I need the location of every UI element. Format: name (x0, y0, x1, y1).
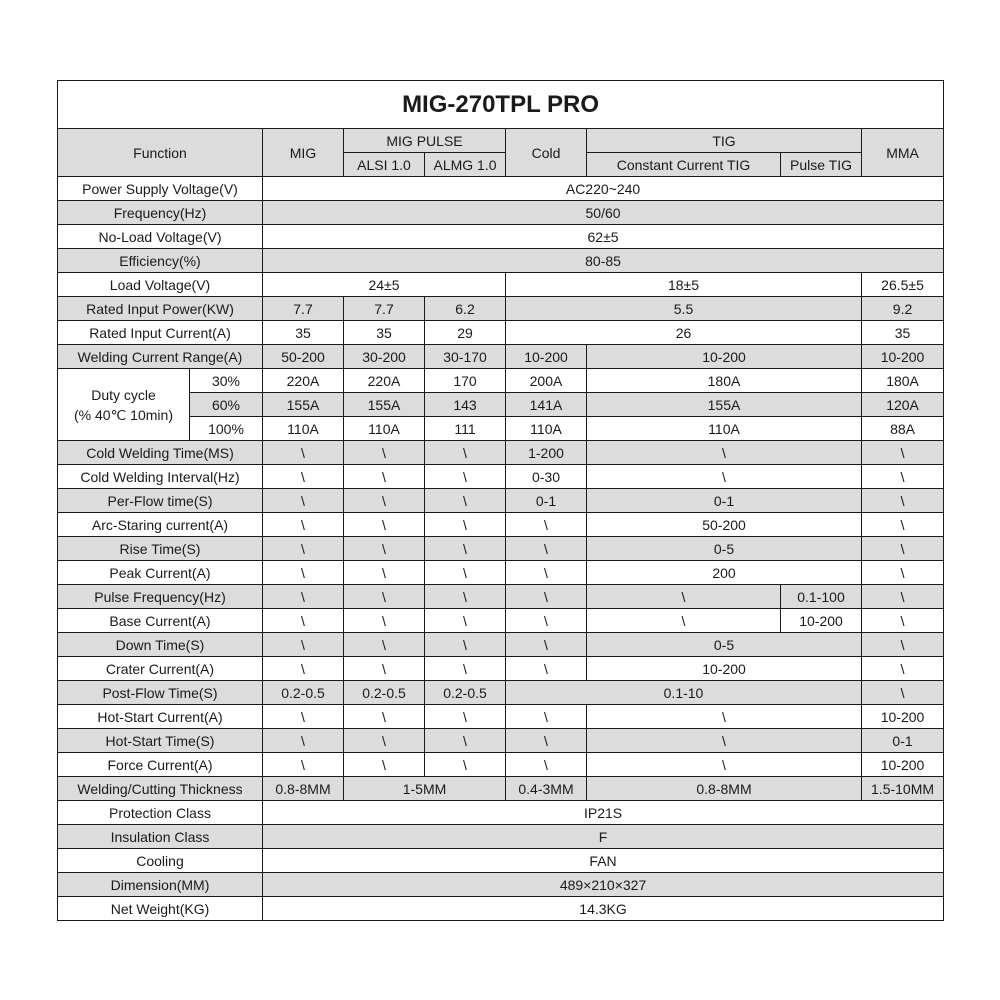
cell-tig: 0.8-8MM (587, 777, 862, 801)
cell-mma: 9.2 (862, 297, 944, 321)
row-rise-time (58, 537, 944, 561)
cell-mma: 0-1 (862, 729, 944, 753)
row-label: No-Load Voltage(V) (58, 225, 263, 249)
row-label: Cold Welding Time(MS) (58, 441, 263, 465)
cell-mma: \ (862, 561, 944, 585)
row-label: Rise Time(S) (58, 537, 263, 561)
cell-tig: 50-200 (587, 513, 862, 537)
row-peak-current (58, 561, 944, 585)
cell-alsi: 7.7 (344, 297, 425, 321)
cell-alsi: 220A (344, 369, 425, 393)
cell-mma: 1.5-10MM (862, 777, 944, 801)
cell-tig: 0-5 (587, 537, 862, 561)
row-label: Cooling (58, 849, 263, 873)
cell-mig: \ (263, 633, 344, 657)
cell-alsi: 155A (344, 393, 425, 417)
page-title: MIG-270TPL PRO (58, 81, 944, 129)
cell-tig: 110A (587, 417, 862, 441)
row-arc-starting-current (58, 513, 944, 537)
cell-mig: 155A (263, 393, 344, 417)
cell-mig-group: 24±5 (263, 273, 506, 297)
cell-almg: \ (425, 441, 506, 465)
cell-mig: \ (263, 657, 344, 681)
cell-cold: \ (506, 657, 587, 681)
cell-mig: \ (263, 441, 344, 465)
cell-almg: \ (425, 513, 506, 537)
cell-mma: 10-200 (862, 753, 944, 777)
cell-mma: 120A (862, 393, 944, 417)
cell-tig-group: 18±5 (506, 273, 862, 297)
row-force-current (58, 753, 944, 777)
duty-cycle-label (58, 369, 190, 441)
row-label: Welding/Cutting Thickness (58, 777, 263, 801)
header-tig: TIG (587, 129, 862, 153)
cell-mma: \ (862, 489, 944, 513)
cell-mig: 0.2-0.5 (263, 681, 344, 705)
cell-alsi: \ (344, 753, 425, 777)
header-row-1 (58, 129, 944, 153)
cell-tig-group: 0.1-10 (506, 681, 862, 705)
header-alsi: ALSI 1.0 (344, 153, 425, 177)
cell-tig-group: 26 (506, 321, 862, 345)
cell-tig: 155A (587, 393, 862, 417)
row-pre-flow-time (58, 489, 944, 513)
cell-mig: 50-200 (263, 345, 344, 369)
header-mig: MIG (263, 129, 344, 177)
cell-mma: \ (862, 657, 944, 681)
row-load-voltage (58, 273, 944, 297)
row-hot-start-current (58, 705, 944, 729)
row-label: Dimension(MM) (58, 873, 263, 897)
row-crater-current (58, 657, 944, 681)
header-cold: Cold (506, 129, 587, 177)
row-rated-input-power (58, 297, 944, 321)
row-label: Hot-Start Current(A) (58, 705, 263, 729)
cell-mma: \ (862, 537, 944, 561)
header-almg: ALMG 1.0 (425, 153, 506, 177)
row-label: Welding Current Range(A) (58, 345, 263, 369)
cell-almg: \ (425, 729, 506, 753)
cell-cold: 0.4-3MM (506, 777, 587, 801)
row-welding-current-range (58, 345, 944, 369)
spec-table (57, 80, 944, 921)
cell-cold: \ (506, 705, 587, 729)
cell-almg: \ (425, 657, 506, 681)
row-rated-input-current (58, 321, 944, 345)
cell-mig: \ (263, 465, 344, 489)
row-label: Rated Input Power(KW) (58, 297, 263, 321)
row-label: Hot-Start Time(S) (58, 729, 263, 753)
cell-mig: \ (263, 585, 344, 609)
cell-tig-group: 5.5 (506, 297, 862, 321)
cell-mig: \ (263, 753, 344, 777)
cell-mma: \ (862, 633, 944, 657)
row-value: FAN (263, 849, 944, 873)
cell-alsi: 110A (344, 417, 425, 441)
cell-cold: 0-1 (506, 489, 587, 513)
row-label: Pulse Frequency(Hz) (58, 585, 263, 609)
row-cold-welding-interval (58, 465, 944, 489)
cell-almg: \ (425, 633, 506, 657)
row-protection-class (58, 801, 944, 825)
header-mma: MMA (862, 129, 944, 177)
cell-mma: 180A (862, 369, 944, 393)
row-label: Power Supply Voltage(V) (58, 177, 263, 201)
cell-almg: \ (425, 537, 506, 561)
row-power-supply (58, 177, 944, 201)
cell-almg: \ (425, 465, 506, 489)
cell-mig: 35 (263, 321, 344, 345)
cell-almg: 30-170 (425, 345, 506, 369)
row-label: Peak Current(A) (58, 561, 263, 585)
cell-alsi: 35 (344, 321, 425, 345)
row-label: Protection Class (58, 801, 263, 825)
row-base-current (58, 609, 944, 633)
cell-cold: \ (506, 609, 587, 633)
row-label: Per-Flow time(S) (58, 489, 263, 513)
cell-mma: \ (862, 609, 944, 633)
cell-mig: 0.8-8MM (263, 777, 344, 801)
cell-pulse-tig: 10-200 (781, 609, 862, 633)
row-net-weight (58, 897, 944, 921)
row-label: Rated Input Current(A) (58, 321, 263, 345)
cell-constant-tig: \ (587, 585, 781, 609)
cell-mma: \ (862, 441, 944, 465)
cell-alsi: \ (344, 561, 425, 585)
cell-almg: 0.2-0.5 (425, 681, 506, 705)
title-row (58, 81, 944, 129)
row-dimension (58, 873, 944, 897)
cell-almg: 170 (425, 369, 506, 393)
cell-mig: \ (263, 561, 344, 585)
cell-mma: 10-200 (862, 345, 944, 369)
row-value: F (263, 825, 944, 849)
cell-mig: \ (263, 609, 344, 633)
row-label: Efficiency(%) (58, 249, 263, 273)
cell-mig: 110A (263, 417, 344, 441)
cell-mma: 26.5±5 (862, 273, 944, 297)
row-pulse-frequency (58, 585, 944, 609)
row-insulation-class (58, 825, 944, 849)
row-label: Down Time(S) (58, 633, 263, 657)
header-mig-pulse: MIG PULSE (344, 129, 506, 153)
cell-tig: 0-1 (587, 489, 862, 513)
row-post-flow-time (58, 681, 944, 705)
cell-alsi: \ (344, 729, 425, 753)
cell-cold: \ (506, 513, 587, 537)
cell-cold: \ (506, 729, 587, 753)
row-value: 80-85 (263, 249, 944, 273)
cell-mig: \ (263, 705, 344, 729)
cell-almg: 143 (425, 393, 506, 417)
cell-mig-pulse: 1-5MM (344, 777, 506, 801)
cell-cold: \ (506, 561, 587, 585)
duty-cycle-condition: (% 40℃ 10min) (74, 406, 173, 423)
cell-mig: \ (263, 729, 344, 753)
row-value: AC220~240 (263, 177, 944, 201)
cell-mig: \ (263, 489, 344, 513)
cell-tig: 10-200 (587, 657, 862, 681)
cell-alsi: \ (344, 705, 425, 729)
row-duty-100 (58, 417, 944, 441)
cell-alsi: \ (344, 585, 425, 609)
header-pulse-tig: Pulse TIG (781, 153, 862, 177)
row-frequency (58, 201, 944, 225)
cell-alsi: \ (344, 609, 425, 633)
cell-cold: 141A (506, 393, 587, 417)
cell-almg: \ (425, 561, 506, 585)
cell-almg: \ (425, 609, 506, 633)
row-cold-welding-time (58, 441, 944, 465)
cell-cold: 200A (506, 369, 587, 393)
cell-almg: \ (425, 489, 506, 513)
row-value: 14.3KG (263, 897, 944, 921)
cell-tig: 10-200 (587, 345, 862, 369)
row-label: Base Current(A) (58, 609, 263, 633)
row-label: Arc-Staring current(A) (58, 513, 263, 537)
cell-mig: 220A (263, 369, 344, 393)
cell-alsi: \ (344, 513, 425, 537)
row-no-load-voltage (58, 225, 944, 249)
row-hot-start-time (58, 729, 944, 753)
header-function: Function (58, 129, 263, 177)
row-down-time (58, 633, 944, 657)
cell-cold: \ (506, 585, 587, 609)
cell-cold: \ (506, 537, 587, 561)
row-efficiency (58, 249, 944, 273)
cell-alsi: \ (344, 465, 425, 489)
cell-cold: \ (506, 753, 587, 777)
cell-tig: \ (587, 705, 862, 729)
cell-mma: \ (862, 585, 944, 609)
row-value: 62±5 (263, 225, 944, 249)
cell-cold: 0-30 (506, 465, 587, 489)
cell-alsi: \ (344, 657, 425, 681)
duty-pct: 30% (190, 369, 263, 393)
row-value: 50/60 (263, 201, 944, 225)
cell-almg: 29 (425, 321, 506, 345)
row-label: Crater Current(A) (58, 657, 263, 681)
row-label: Force Current(A) (58, 753, 263, 777)
cell-constant-tig: \ (587, 609, 781, 633)
cell-almg: 6.2 (425, 297, 506, 321)
row-label: Insulation Class (58, 825, 263, 849)
row-value: IP21S (263, 801, 944, 825)
cell-cold: \ (506, 633, 587, 657)
row-label: Post-Flow Time(S) (58, 681, 263, 705)
cell-almg: \ (425, 585, 506, 609)
cell-tig: \ (587, 753, 862, 777)
cell-almg: \ (425, 753, 506, 777)
row-duty-60 (58, 393, 944, 417)
cell-mma: 35 (862, 321, 944, 345)
cell-alsi: \ (344, 489, 425, 513)
cell-alsi: 30-200 (344, 345, 425, 369)
row-label: Net Weight(KG) (58, 897, 263, 921)
cell-alsi: \ (344, 441, 425, 465)
duty-cycle-title: Duty cycle (91, 386, 156, 403)
header-constant-tig: Constant Current TIG (587, 153, 781, 177)
cell-mma: 88A (862, 417, 944, 441)
cell-mma: \ (862, 465, 944, 489)
cell-alsi: \ (344, 537, 425, 561)
duty-pct: 60% (190, 393, 263, 417)
cell-mig: 7.7 (263, 297, 344, 321)
cell-cold: 10-200 (506, 345, 587, 369)
cell-almg: 111 (425, 417, 506, 441)
row-value: 489×210×327 (263, 873, 944, 897)
cell-alsi: \ (344, 633, 425, 657)
row-duty-30 (58, 369, 944, 393)
cell-tig: 0-5 (587, 633, 862, 657)
row-label: Load Voltage(V) (58, 273, 263, 297)
cell-almg: \ (425, 705, 506, 729)
cell-tig: \ (587, 729, 862, 753)
cell-mig: \ (263, 537, 344, 561)
cell-cold: 110A (506, 417, 587, 441)
cell-tig: \ (587, 465, 862, 489)
row-welding-thickness (58, 777, 944, 801)
cell-mig: \ (263, 513, 344, 537)
cell-tig: 180A (587, 369, 862, 393)
cell-cold: 1-200 (506, 441, 587, 465)
cell-mma: 10-200 (862, 705, 944, 729)
duty-pct: 100% (190, 417, 263, 441)
row-label: Frequency(Hz) (58, 201, 263, 225)
cell-pulse-tig: 0.1-100 (781, 585, 862, 609)
row-label: Cold Welding Interval(Hz) (58, 465, 263, 489)
cell-alsi: 0.2-0.5 (344, 681, 425, 705)
row-cooling (58, 849, 944, 873)
cell-mma: \ (862, 513, 944, 537)
cell-mma: \ (862, 681, 944, 705)
cell-tig: \ (587, 441, 862, 465)
cell-tig: 200 (587, 561, 862, 585)
